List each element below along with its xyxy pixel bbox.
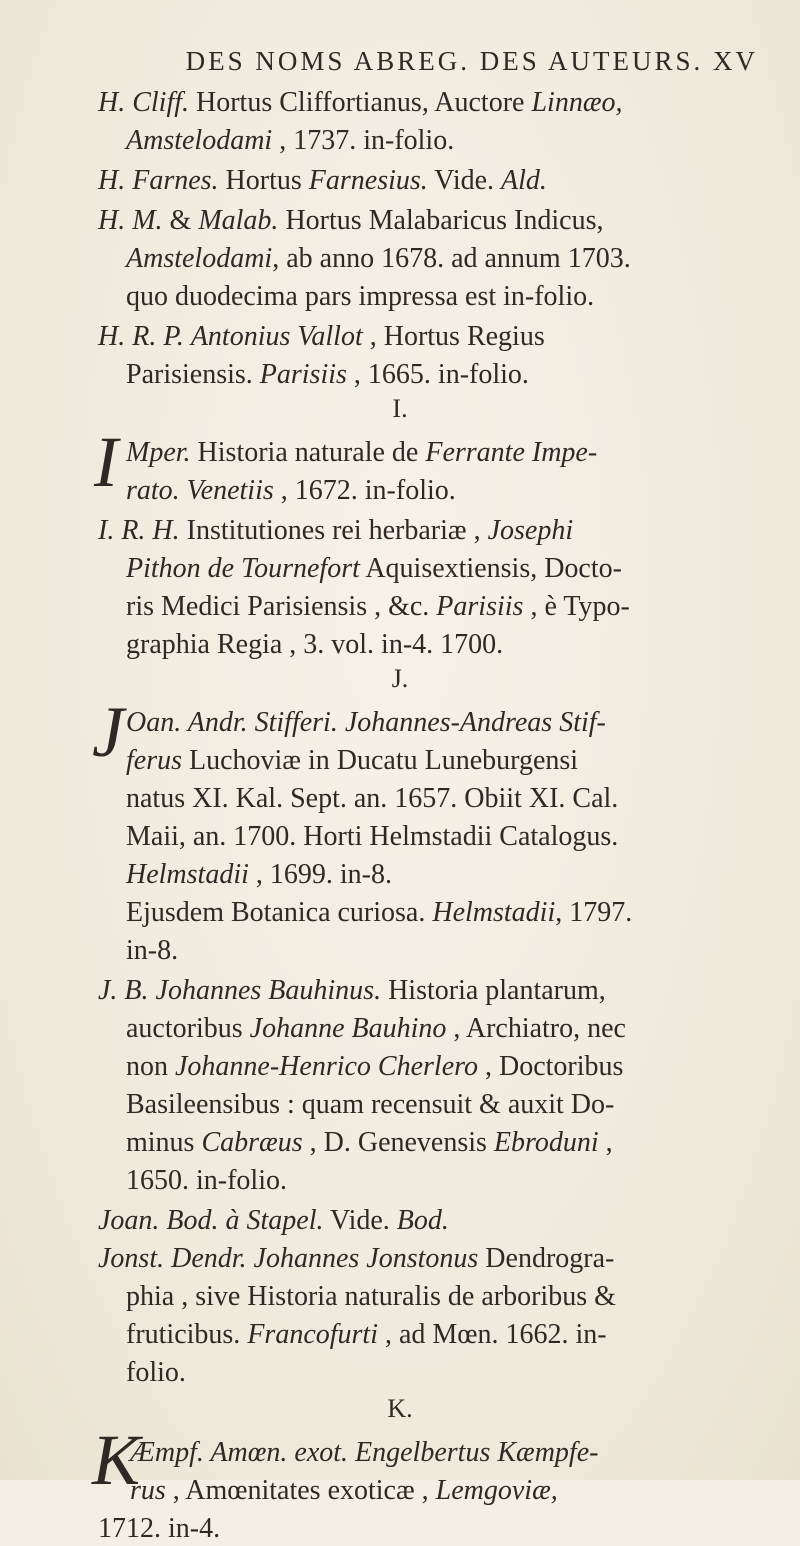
dropcap-J: J xyxy=(92,692,124,772)
text-segment: I. R. H. xyxy=(98,515,180,546)
text-segment: ris Medici Parisiensis , &c. xyxy=(126,591,437,622)
text-segment: , Hortus Regius xyxy=(362,321,545,352)
text-segment: , 1672. in-folio. xyxy=(273,475,456,506)
text-segment: Historia plantarum, xyxy=(381,975,606,1006)
text-segment: folio. xyxy=(126,1357,186,1388)
text-segment: Linnæo, xyxy=(531,87,623,118)
text-line-l35 xyxy=(98,1512,220,1546)
text-segment: Helmstadii xyxy=(126,859,249,890)
text-segment: , Archiatro, nec xyxy=(446,1013,626,1044)
text-segment: Josephi xyxy=(487,515,574,546)
text-line-l17 xyxy=(126,782,618,816)
text-line-l8 xyxy=(126,358,529,392)
text-segment: Institutiones rei herbariæ , xyxy=(179,515,488,546)
running-header: DES NOMS ABREG. DES AUTEURS. XV xyxy=(185,46,758,76)
text-line-l2 xyxy=(126,124,454,158)
dropcap-K: K xyxy=(92,1420,141,1500)
text-segment: rato. Venetiis xyxy=(126,475,274,506)
text-segment: Jonst. Dendr. Johannes Jonstonus xyxy=(98,1243,479,1274)
text-segment: Maii, an. 1700. Horti Helmstadii Catalogus. xyxy=(126,821,619,852)
text-segment: Ejusdem Botanica curiosa. xyxy=(126,897,433,928)
text-segment: H. M. xyxy=(98,205,163,236)
text-segment: H. Cliff. xyxy=(98,87,190,118)
text-segment: Parisiensis. xyxy=(126,359,260,390)
text-line-l9 xyxy=(126,436,597,470)
text-segment: H. R. P. xyxy=(98,321,184,352)
text-line-l11 xyxy=(98,514,573,548)
text-line-l26 xyxy=(126,1126,613,1160)
text-segment: in-8. xyxy=(126,935,179,966)
text-line-l10 xyxy=(126,474,456,508)
text-segment: , 1665. in-folio. xyxy=(346,359,529,390)
text-line-l15 xyxy=(126,706,606,740)
text-segment xyxy=(184,321,191,352)
text-line-l18 xyxy=(126,820,618,854)
text-line-l19 xyxy=(126,858,392,892)
section-letter-J: J. xyxy=(391,664,409,693)
text-line-l5 xyxy=(126,242,631,276)
text-line-l32 xyxy=(126,1356,186,1390)
text-segment: ferus xyxy=(126,745,182,776)
text-segment: Dendrogra- xyxy=(478,1243,615,1274)
text-line-l28 xyxy=(98,1204,449,1238)
text-segment: Joan. Bod. à Stapel. xyxy=(98,1205,324,1236)
text-line-l12 xyxy=(126,552,622,586)
text-segment: Johanne Bauhino xyxy=(249,1013,447,1044)
text-segment: , è Typo- xyxy=(523,591,630,622)
text-line-l25 xyxy=(126,1088,614,1122)
text-line-l33 xyxy=(130,1436,598,1470)
text-segment: Ferrante Impe- xyxy=(425,437,598,468)
text-segment: , Doctoribus xyxy=(478,1051,624,1082)
text-segment: , 1699. in-8. xyxy=(248,859,392,890)
text-line-l20 xyxy=(126,896,632,930)
text-segment: , 1737. in-folio. xyxy=(272,125,455,156)
text-segment: Historia naturale de xyxy=(190,437,426,468)
text-segment: auctoribus xyxy=(126,1013,250,1044)
text-line-l16 xyxy=(126,744,578,778)
text-line-l14 xyxy=(126,628,503,662)
text-segment: Ebroduni xyxy=(493,1127,599,1158)
text-segment: Parisiis xyxy=(259,359,347,390)
text-line-l21 xyxy=(126,934,178,968)
text-segment: fruticibus. xyxy=(126,1319,248,1350)
text-segment: phia , sive Historia naturalis de arboribus & xyxy=(126,1281,616,1312)
text-line-l31 xyxy=(126,1318,607,1352)
text-segment: Bod. xyxy=(396,1205,449,1236)
text-segment: Oan. Andr. Stifferi. Johannes-Andreas Stif- xyxy=(126,707,606,738)
text-segment: rus xyxy=(130,1475,166,1506)
text-line-l1 xyxy=(98,86,623,120)
text-segment: , D. Genevensis xyxy=(302,1127,494,1158)
text-segment: 1650. in-folio. xyxy=(126,1165,287,1196)
text-segment: Parisiis xyxy=(436,591,524,622)
text-segment: Aquisextiensis, Docto- xyxy=(359,553,622,584)
text-segment: non xyxy=(126,1051,175,1082)
text-segment: , ab anno 1678. ad annum 1703. xyxy=(272,243,631,274)
text-segment: , Amœnitates exoticæ , xyxy=(165,1475,436,1506)
text-line-l7 xyxy=(98,320,545,354)
text-segment: natus XI. Kal. Sept. an. 1657. Obiit XI. Cal. xyxy=(126,783,619,814)
text-segment: Hortus Malabaricus Indicus, xyxy=(278,205,604,236)
text-segment: Lemgoviæ, xyxy=(435,1475,558,1506)
text-segment: Luchoviæ in Ducatu Luneburgensi xyxy=(182,745,579,776)
text-segment: Farnesius. xyxy=(308,165,428,196)
text-segment: minus xyxy=(126,1127,202,1158)
text-segment: Antonius Vallot xyxy=(190,321,363,352)
text-line-l4 xyxy=(98,204,603,238)
text-segment: Francofurti xyxy=(247,1319,378,1350)
text-segment: Æmpf. Amœn. exot. Engelbertus Kæmpfe- xyxy=(130,1437,599,1468)
text-segment: Basileensibus : quam recensuit & auxit Do- xyxy=(126,1089,615,1120)
text-line-l29 xyxy=(98,1242,614,1276)
text-line-l27 xyxy=(126,1164,287,1198)
text-segment: Vide. xyxy=(427,165,502,196)
text-segment: J. B. Johannes Bauhinus. xyxy=(98,975,382,1006)
text-segment: Mper. xyxy=(126,437,191,468)
text-line-l3 xyxy=(98,164,547,198)
dropcap-I: I xyxy=(94,422,118,502)
text-segment: Helmstadii xyxy=(432,897,556,928)
text-segment: H. Farnes. xyxy=(98,165,219,196)
text-line-l22 xyxy=(98,974,606,1008)
section-letter-I: I. xyxy=(392,394,408,423)
text-line-l13 xyxy=(126,590,630,624)
text-segment: , ad Mœn. 1662. in- xyxy=(377,1319,607,1350)
text-segment: & xyxy=(162,205,199,236)
text-segment: Cabræus xyxy=(201,1127,303,1158)
text-segment: Vide. xyxy=(323,1205,397,1236)
text-line-l6 xyxy=(126,280,594,314)
text-segment: Amstelodami xyxy=(126,243,273,274)
text-segment: Johanne-Henrico Cherlero xyxy=(175,1051,478,1082)
text-line-l24 xyxy=(126,1050,623,1084)
text-segment: Amstelodami xyxy=(126,125,273,156)
text-line-l30 xyxy=(126,1280,616,1314)
text-segment: Malab. xyxy=(198,205,279,236)
text-segment: Ald. xyxy=(501,165,547,196)
text-line-l23 xyxy=(126,1012,626,1046)
text-segment: Hortus Cliffortianus, Auctore xyxy=(189,87,532,118)
text-segment: quo duodecima pars impressa est in-folio. xyxy=(126,281,595,312)
text-segment: graphia Regia , 3. vol. in-4. 1700. xyxy=(126,629,504,660)
text-segment: Pithon de Tournefort xyxy=(126,553,360,584)
text-segment: , 1797. xyxy=(555,897,633,928)
text-line-l34 xyxy=(130,1474,558,1508)
section-letter-K: K. xyxy=(387,1394,413,1423)
text-segment: , xyxy=(598,1127,613,1158)
text-segment: 1712. in-4. xyxy=(98,1513,221,1544)
text-segment: Hortus xyxy=(218,165,309,196)
